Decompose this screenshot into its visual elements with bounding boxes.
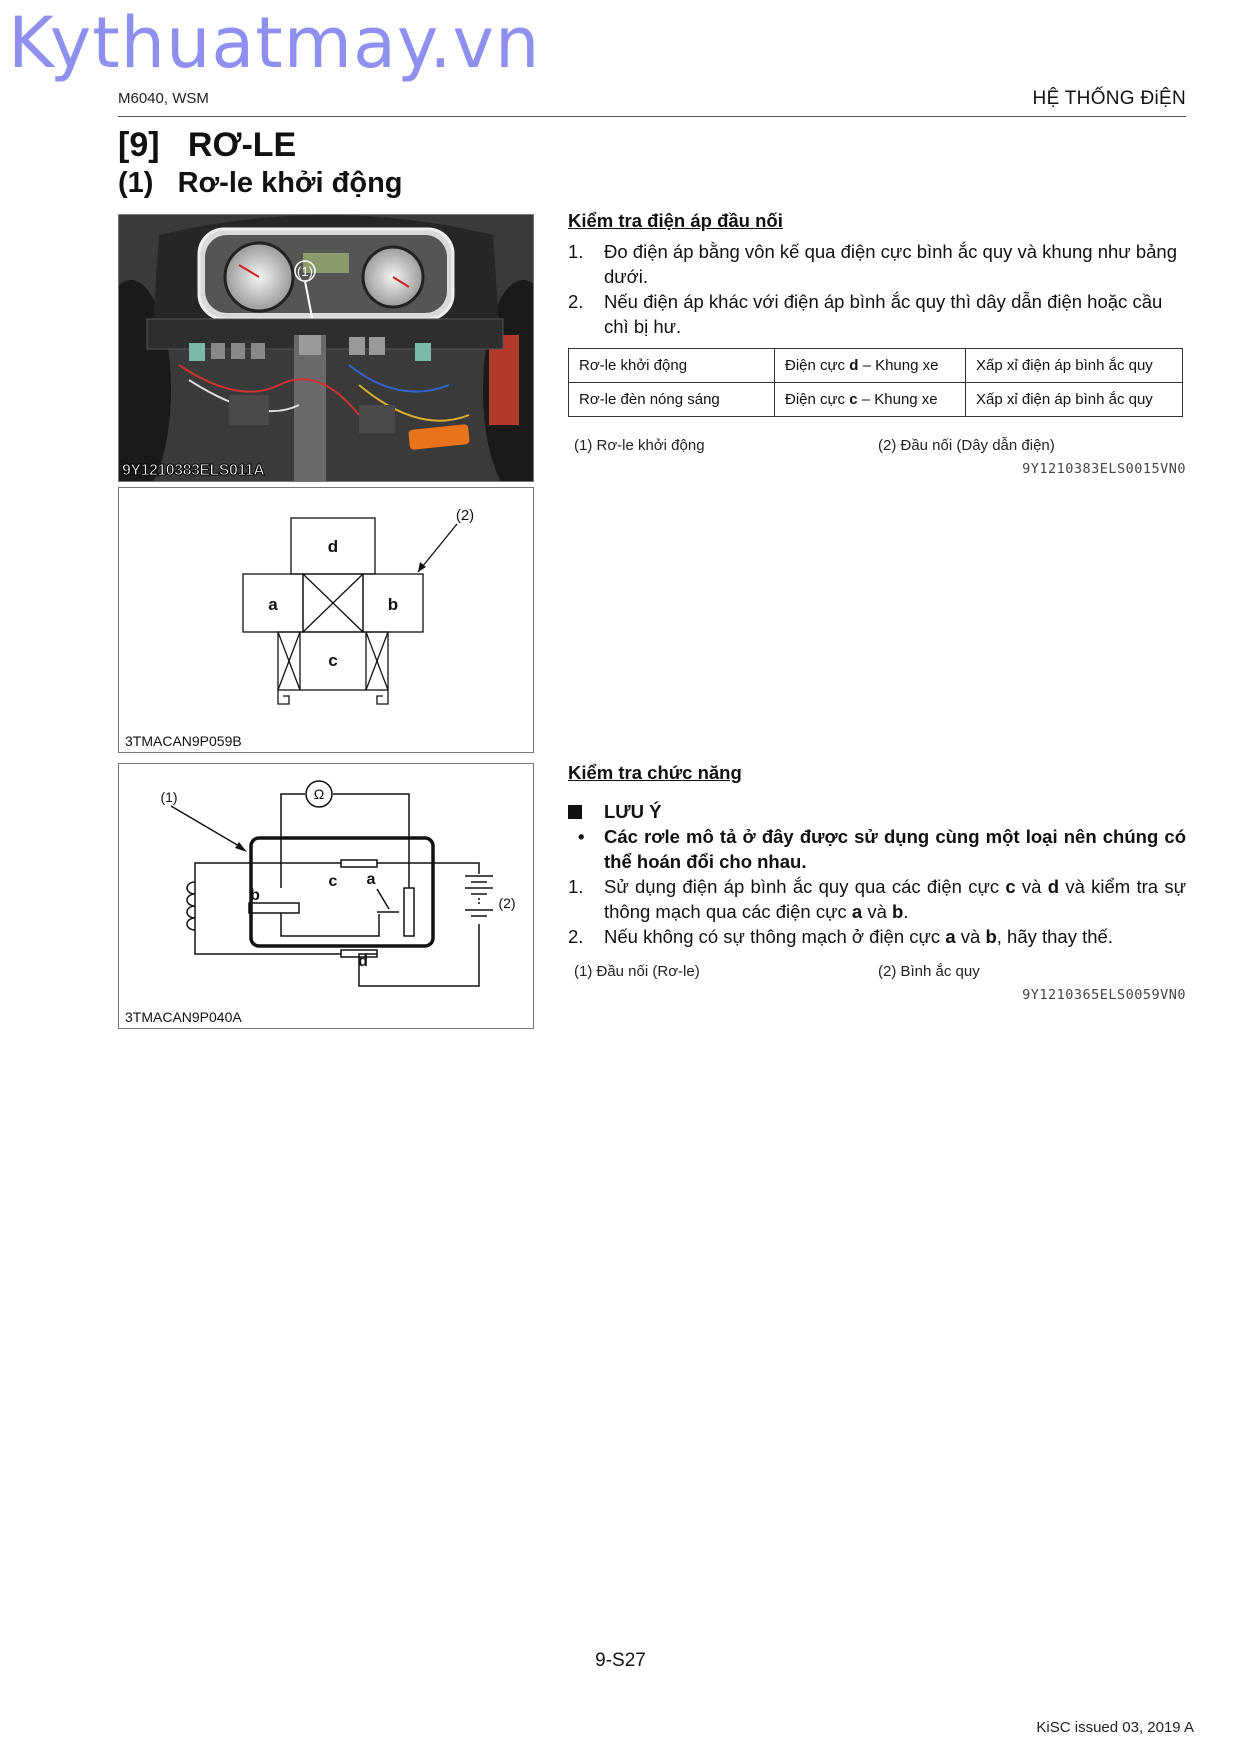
diagram2-code: 3TMACAN9P040A	[125, 1009, 242, 1025]
relay-test-circuit-diagram	[118, 763, 534, 1029]
ohm-symbol: Ω	[313, 786, 325, 802]
diagram1-code: 3TMACAN9P059B	[125, 733, 242, 749]
manual-model: M6040, WSM	[118, 90, 209, 107]
table-row	[569, 383, 1183, 417]
note-bullet: • Các rơle mô tả ở đây được sử dụng cùng một loại nên chúng có thể hoán đổi cho nhau.	[578, 826, 1186, 872]
diagram1-callout-2: (2)	[455, 507, 475, 524]
terminal-a-label: a	[268, 595, 278, 614]
watermark: Kythuatmay.vn	[8, 2, 541, 84]
terminal-d-label: d	[327, 537, 339, 556]
voltage-table	[568, 348, 1183, 417]
caption-1: (1) Rơ-le khởi động	[574, 437, 705, 454]
circuit-terminal-b-label: b	[250, 887, 260, 904]
table-cell: Điện cực d – Khung xe	[775, 349, 966, 383]
header-divider	[118, 116, 1186, 117]
dashboard-photo-illustration	[119, 215, 533, 481]
table-cell: Xấp xỉ điện áp bình ắc quy	[966, 383, 1183, 417]
terminal-layout-drawing	[119, 488, 533, 752]
circuit-terminal-a-label: a	[366, 871, 376, 888]
function-check-section	[568, 760, 1186, 1008]
table-cell: Rơ-le đèn nóng sáng	[569, 383, 775, 417]
caption-2: (2) Đầu nối (Dây dẫn điện)	[878, 437, 1055, 454]
note-title: LƯU Ý	[568, 799, 1186, 824]
voltage-captions	[568, 433, 1186, 455]
function-captions	[568, 959, 1186, 981]
caption-2: (2) Bình ắc quy	[878, 963, 980, 980]
voltage-check-heading: Kiểm tra điện áp đầu nối	[568, 210, 783, 231]
relay-location-photo	[118, 214, 534, 482]
photo-callout-1: (1)	[297, 264, 313, 279]
photo-code: 9Y1210383ELS011A	[122, 462, 265, 479]
terminal-c-label: c	[328, 651, 338, 670]
table-cell: Xấp xỉ điện áp bình ắc quy	[966, 349, 1183, 383]
function-check-steps	[568, 874, 1186, 949]
reference-code: 9Y1210365ELS0059VN0	[1022, 987, 1186, 1003]
table-cell: Rơ-le khởi động	[569, 349, 775, 383]
circuit-terminal-d-label: d	[358, 953, 368, 970]
voltage-check-section	[568, 208, 1186, 482]
chapter-title: HỆ THỐNG ĐiỆN	[1032, 88, 1186, 109]
function-step: 1. Sử dụng điện áp bình ắc quy qua các điện cực c và d và kiểm tra sự thông mạch qua các điện cực a và b.	[568, 876, 1186, 922]
caption-1: (1) Đầu nối (Rơ-le)	[574, 963, 700, 980]
relay-terminal-diagram	[118, 487, 534, 753]
diagram2-callout-1: (1)	[160, 789, 178, 805]
function-step: 2. Nếu không có sự thông mạch ở điện cực a và b, hãy thay thế.	[568, 926, 1113, 947]
table-row	[569, 349, 1183, 383]
voltage-step: 1. Đo điện áp bằng vôn kế qua điện cực bình ắc quy và khung như bảng dưới.	[568, 241, 1177, 287]
test-circuit-drawing	[119, 764, 533, 1028]
reference-code: 9Y1210383ELS0015VN0	[1022, 461, 1186, 477]
bullet-dot-icon: •	[578, 826, 585, 847]
terminal-b-label: b	[387, 595, 399, 614]
square-bullet-icon	[568, 805, 582, 819]
voltage-step: 2. Nếu điện áp khác với điện áp bình ắc quy thì dây dẫn điện hoặc cầu chì bị hư.	[568, 291, 1163, 337]
diagram2-callout-2: (2)	[498, 895, 516, 911]
function-check-heading: Kiểm tra chức năng	[568, 762, 742, 783]
subsection-title: (1) Rơ-le khởi động	[118, 167, 403, 199]
table-cell: Điện cực c – Khung xe	[775, 383, 966, 417]
circuit-terminal-c-label: c	[328, 873, 338, 890]
page-number: 9-S27	[595, 1650, 646, 1671]
voltage-check-steps	[568, 239, 1186, 339]
section-title: [9] RƠ-LE	[118, 126, 297, 164]
issue-footer: KiSC issued 03, 2019 A	[1036, 1719, 1194, 1736]
